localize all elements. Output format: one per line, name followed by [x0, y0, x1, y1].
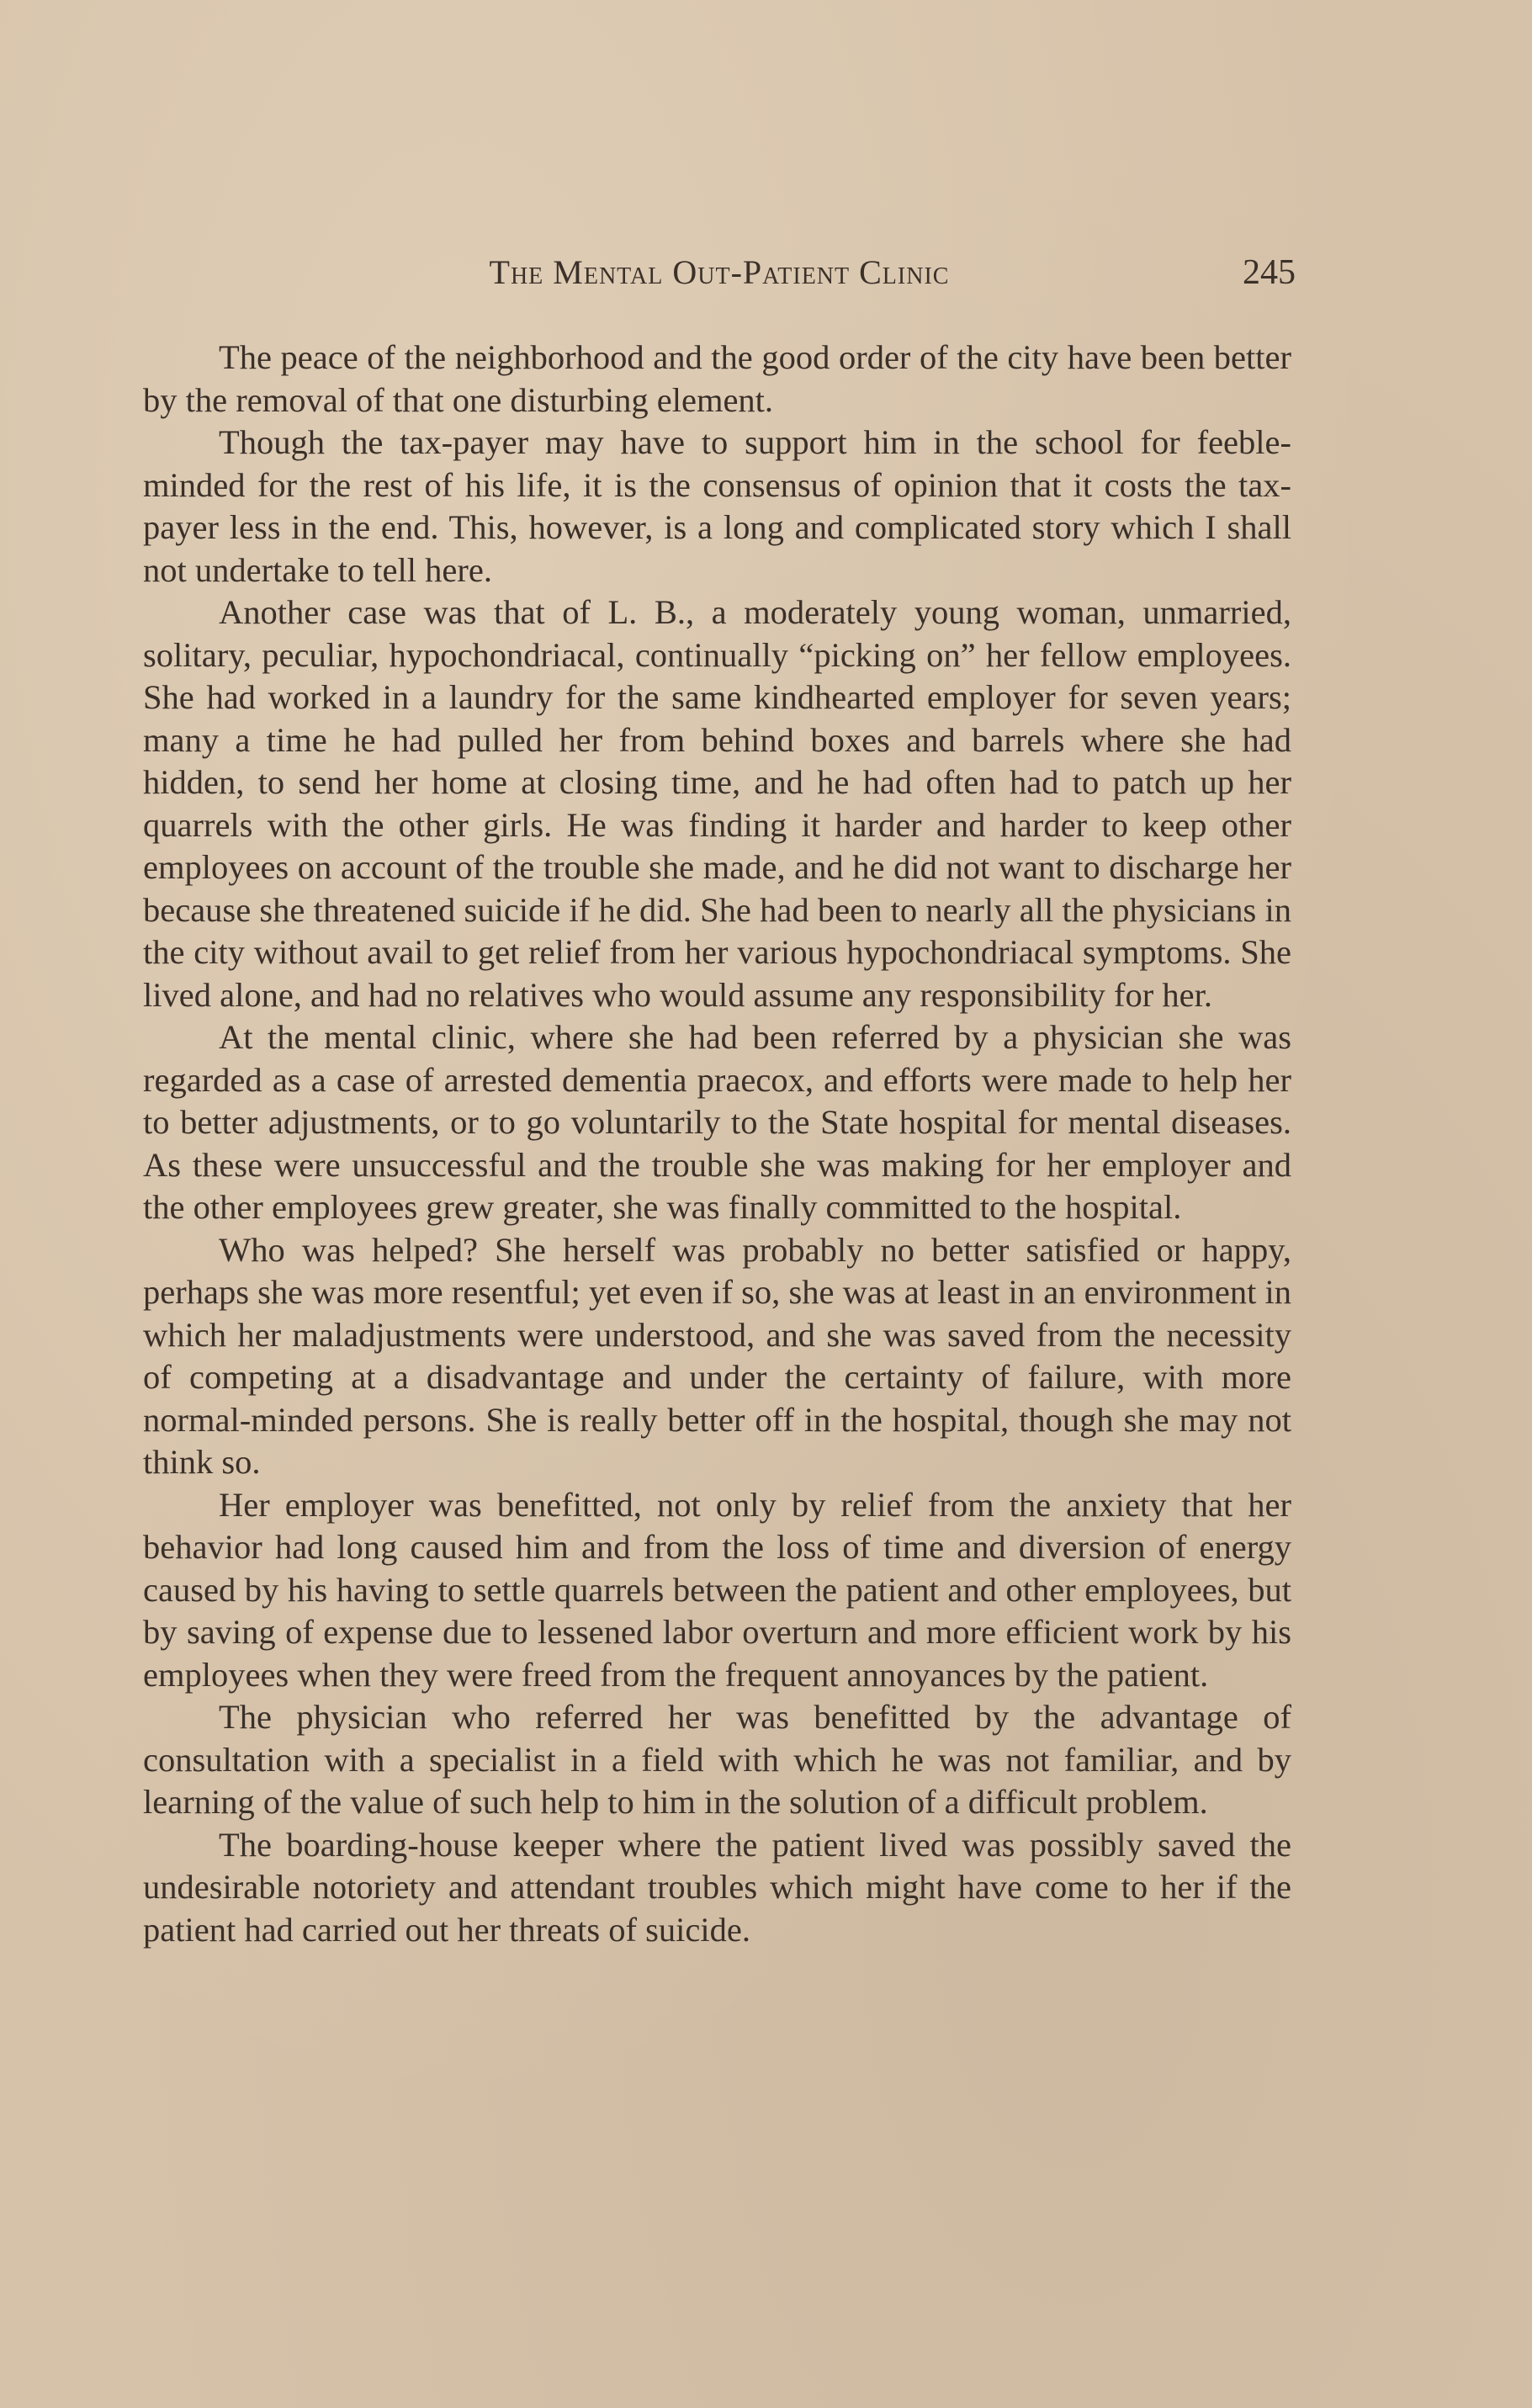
paragraph: At the mental clinic, where she had been referred by a physician she was regarded as a case of arrested dementia praecox, and efforts were made to help her to better adjustments, or to go voluntarily to the State hospital for mental diseases. As these were unsuccessful and the trouble she was making for her employer and the other employees grew greater, she was finally committed to the hospital.: [143, 1018, 1291, 1226]
body-text: [143, 337, 1291, 1951]
running-title: The Mental Out-Patient Clinic: [489, 253, 950, 291]
paragraph: Her employer was benefitted, not only by relief from the anxiety that her behavior had long caused him and from the loss of time and diversion of energy caused by his having to settle quarrels between the patient and other employees, but by saving of expense due to lessened labor overturn and more efficient work by his employees when they were freed from the frequent annoyances by the patient.: [143, 1485, 1291, 1694]
page-number: 245: [1243, 253, 1296, 292]
paragraph: Though the tax-payer may have to support him in the school for feeble-minded for the rest of his life, it is the consensus of opinion that it costs the tax-payer less in the end. This, however, is a long and complicated story which I shall not undertake to tell here.: [143, 423, 1291, 589]
paragraph: Another case was that of L. B., a moderately young woman, unmarried, solitary, peculiar, hypochondriacal, continually “picking on” her fellow employees. She had worked in a laundry for the same kindhearted employer for seven years; many a time he had pulled her from behind boxes and barrels where she had hidden, to send her home at closing time, and he had often had to patch up her quarrels with the other girls. He was finding it harder and harder to keep other employees on account of the trouble she made, and he did not want to discharge her because she threatened suicide if he did. She had been to nearly all the physicians in the city without avail to get relief from her various hypochondriacal symptoms. She lived alone, and had no relatives who would assume any responsibility for her.: [143, 593, 1291, 1014]
paragraph: The peace of the neighborhood and the good order of the city have been better by the removal of that one disturbing element.: [143, 338, 1291, 419]
paragraph: Who was helped? She herself was probably no better satisfied or happy, perhaps she was more resentful; yet even if so, she was at least in an environment in which her maladjustments were understood, and she was saved from the necessity of competing at a disadvantage and under the certainty of failure, with more normal-minded persons. She is really better off in the hospital, though she may not think so.: [143, 1230, 1291, 1481]
paragraph: The physician who referred her was benefitted by the advantage of consultation with a specialist in a field with which he was not familiar, and by learning of the value of such help to him in the solution of a difficult problem.: [143, 1698, 1291, 1821]
running-head: [143, 252, 1296, 303]
paragraph: The boarding-house keeper where the patient lived was possibly saved the undesirable notoriety and attendant troubles which might have come to her if the patient had carried out her threats of suicide.: [143, 1825, 1291, 1949]
